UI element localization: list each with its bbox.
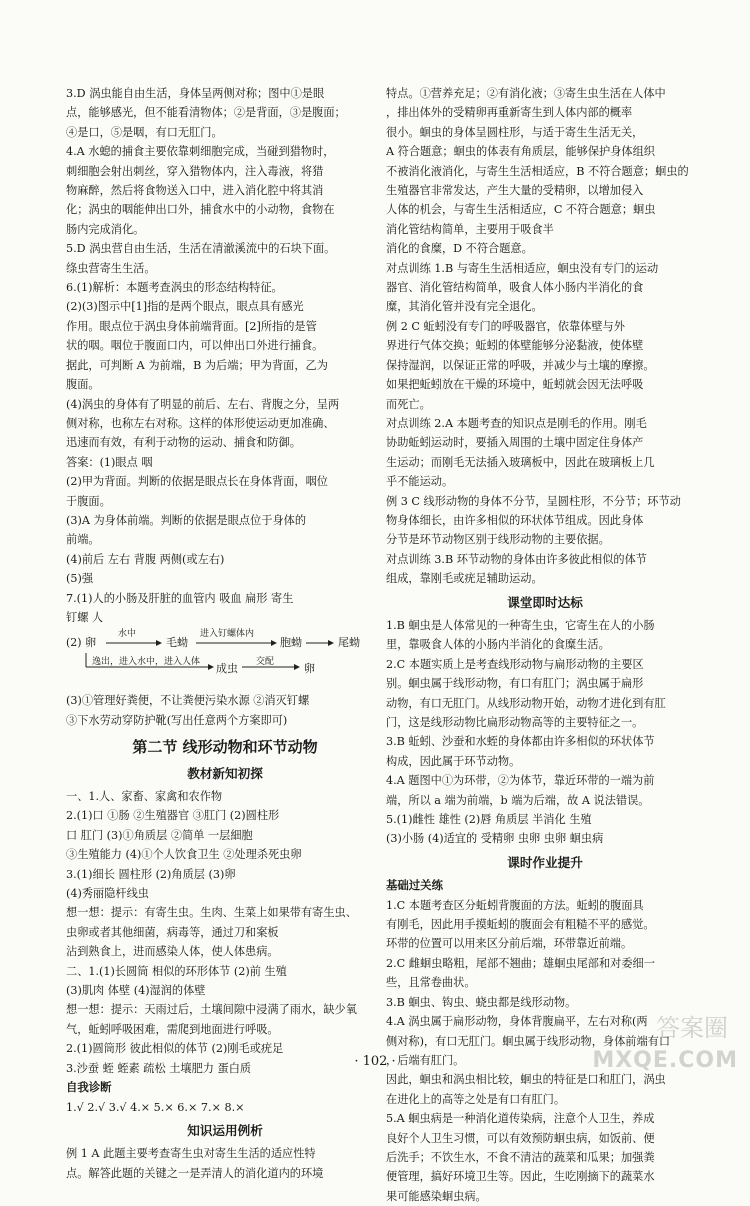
diagram-escape: 逸出，进入水中，进入人体 bbox=[92, 657, 201, 668]
text-line: 口 肛门 (3)①角质层 ②简单 一层細胞 bbox=[66, 828, 253, 842]
subsection-homework: 课时作业提升 bbox=[507, 854, 583, 870]
diagram-cercaria: 尾蚴 bbox=[338, 636, 360, 650]
text-line: 2.C 本题实质上是考查线形动物与扁形动物的主要区 bbox=[386, 657, 644, 671]
text-line: 端，所以 a 端为前端，b 端为后端，故 A 说法错误。 bbox=[386, 793, 650, 807]
text-line: 动物，有口无肛门。从线形动物开始，动物才进化到有肛 bbox=[386, 696, 666, 710]
text-line: (3)①管理好粪便，不让粪便污染水源 ②消灭钉螺 bbox=[66, 694, 310, 708]
text-line: 于腹面。 bbox=[66, 494, 111, 508]
text-line: 3.D 涡虫能自由生活，身体呈两侧对称；图中①是眼 bbox=[66, 87, 325, 100]
left-answers-block bbox=[66, 84, 384, 627]
text-line: 因此，蛔虫和涡虫相比较，蛔虫的特征是口和肛门，涡虫 bbox=[386, 1073, 666, 1087]
section-title: 第二节 线形动物和环节动物 bbox=[132, 738, 318, 757]
text-line: ③下水劳动穿防护靴(写出任意两个方案即可) bbox=[66, 713, 288, 727]
text-line: 对点训练 1.B 与寄生生活相适应，蛔虫没有专门的运动 bbox=[386, 261, 659, 275]
text-line: 器官、消化管结构简单，吸食人体小肠内半消化的食 bbox=[386, 281, 644, 295]
diagram-adult: 成虫 bbox=[216, 662, 238, 676]
text-line: 刺细胞会射出刺丝，穿入猎物体内，注入毒液，将猎 bbox=[66, 164, 324, 178]
text-line: 4.A 水螅的捕食主要依靠刺细胞完成，当碰到猎物时， bbox=[66, 145, 335, 159]
text-line: (3)肌肉 体壁 (4)湿润的体壁 bbox=[66, 984, 206, 998]
text-line: 前端。 bbox=[66, 533, 100, 547]
text-line: 点。解答此题的关键之一是弄清人的消化道内的环境 bbox=[66, 1166, 324, 1180]
text-line: (2)甲为背面。判断的依据是眼点长在身体背面，咽位 bbox=[66, 475, 328, 489]
diagram-egg: (2) 卵 bbox=[66, 636, 97, 650]
left-column bbox=[66, 84, 384, 1183]
text-line: 据此，可判断 A 为前端，B 为后端；甲为背面，乙为 bbox=[66, 358, 328, 372]
text-line: 生殖器官非常发达，产生大量的受精卵，以增加侵入 bbox=[386, 184, 644, 198]
text-line: 后洗手；不饮生水，不食不清洁的蔬菜和瓜果；加强粪 bbox=[386, 1150, 655, 1164]
text-line: 3.沙蚕 蛭 蛭素 疏松 土壤肥力 蛋白质 bbox=[66, 1061, 252, 1075]
text-line: 腹面。 bbox=[66, 378, 100, 392]
text-line: 2.(1)圆筒形 彼此相似的体节 (2)刚毛或疣足 bbox=[66, 1042, 284, 1056]
text-line: 些，且常卷曲状。 bbox=[386, 976, 476, 990]
text-line: (2)(3)图示中[1]指的是两个眼点，眼点具有感光 bbox=[66, 300, 304, 314]
text-line: 保持湿润，以保证正常的呼吸，并减少与土壤的摩擦。 bbox=[386, 358, 655, 372]
text-line: 消化管结构简单，主要用于吸食半 bbox=[386, 222, 554, 236]
class-answers bbox=[386, 616, 704, 849]
text-line: 糜，其消化管并没有完全退化。 bbox=[386, 300, 543, 314]
text-line: 特点。①营养充足；②有消化液；③寄生虫生活在人体中 bbox=[386, 87, 666, 100]
text-line: 点，能够感光，但不能看清物体；②是背面，③是腹面； bbox=[66, 106, 346, 120]
text-line: 2.(1)口 ①肠 ②生殖器官 ③肛门 (2)圆柱形 bbox=[66, 809, 280, 823]
text-line: 气，蚯蚓呼吸困难，需爬到地面进行呼吸。 bbox=[66, 1022, 279, 1036]
subsection-textbook: 教材新知初探 bbox=[187, 765, 263, 781]
text-line: 5.(1)雌性 雄性 (2)唇 角质层 半消化 生殖 bbox=[386, 813, 592, 827]
text-line: 环带的位置可以用来区分前后端，环带靠近前端。 bbox=[386, 937, 633, 951]
basic-practice-title: 基础过关练 bbox=[386, 878, 443, 893]
text-line: 别。蛔虫属于线形动物，有口有肛门；涡虫属于扁形 bbox=[386, 677, 644, 691]
text-line: 二、1.(1)长圆筒 相似的环形体节 (2)前 生殖 bbox=[66, 964, 287, 978]
text-line: 良好个人卫生习惯，可以有效预防蛔虫病，如饭前、便 bbox=[386, 1131, 655, 1145]
text-line: 侧对称，也称左右对称。这样的体形使运动更加准确、 bbox=[66, 416, 335, 430]
text-line: 如果把蚯蚓放在干燥的环境中，蚯蚓就会因无法呼吸 bbox=[386, 378, 644, 392]
page-number: · 102 · bbox=[354, 1054, 396, 1069]
self-diagnosis-answers: 1.√ 2.√ 3.√ 4.× 5.× 6.× 7.× 8.× bbox=[66, 1100, 245, 1114]
text-line: 便管理，搞好环境卫生等。因此，生吃刚摘下的蔬菜水 bbox=[386, 1170, 655, 1184]
text-line: 7.(1)人的小肠及肝脏的血管内 吸血 扁形 寄生 bbox=[66, 591, 294, 605]
text-line: 1.B 蛔虫是人体常见的一种寄生虫，它寄生在人的小肠 bbox=[386, 618, 655, 632]
text-line: 6.(1)解析：本题考查涡虫的形态结构特征。 bbox=[66, 281, 283, 295]
text-line: ，后端有肛门。 bbox=[386, 1053, 465, 1067]
text-line: 门，这是线形动物比扁形动物高等的主要特征之一。 bbox=[386, 716, 644, 729]
text-line: 里，靠吸食人体的小肠内半消化的食糜生活。 bbox=[386, 638, 610, 652]
text-line: 绦虫营寄生生活。 bbox=[66, 261, 156, 275]
text-line: 虫卵或者其他细菌，病毒等，通过刀和案板 bbox=[66, 925, 279, 939]
right-answers-block bbox=[386, 84, 704, 589]
text-line: 例 1 A 此题主要考查寄生虫对寄生生活的适应性特 bbox=[66, 1147, 316, 1161]
text-line: 组成，靠刚毛或疣足辅助运动。 bbox=[386, 572, 543, 586]
text-line: ④是口，⑤是咽，有口无肛门。 bbox=[66, 125, 223, 139]
self-diagnosis-title: 自我诊断 bbox=[66, 1080, 112, 1095]
text-line: 而死亡。 bbox=[386, 397, 431, 411]
text-line: 沾到熟食上，进而感染人体，使人体患病。 bbox=[66, 945, 279, 959]
text-line: 肠内完成消化。 bbox=[66, 222, 145, 236]
subsection-examples: 知识运用例析 bbox=[187, 1122, 263, 1138]
text-line: (4)涡虫的身体有了明显的前后、左右、背腹之分，呈两 bbox=[66, 397, 340, 411]
text-line: 物麻醉，然后将食物送入口中，进入消化腔中将其消 bbox=[66, 184, 324, 198]
text-line: ，排出体外的受精卵再重新寄生到人体内部的概率 bbox=[386, 106, 633, 120]
text-line: ③生殖能力 (4)①个人饮食卫生 ②处理杀死虫卵 bbox=[66, 848, 302, 862]
text-line: 乎不能运动。 bbox=[386, 475, 454, 489]
text-line: 构成，因此属于环节动物。 bbox=[386, 754, 521, 768]
text-line: 例 3 C 线形动物的身体不分节，呈圆柱形，不分节；环节动 bbox=[386, 494, 681, 508]
text-line: 协助蚯蚓运动时，要插入周围的土壤中固定住身体产 bbox=[386, 436, 644, 450]
text-line: A 符合题意；蛔虫的体表有角质层，能够保护身体组织 bbox=[386, 145, 655, 159]
text-line: 一、1.人、家畜、家禽和农作物 bbox=[66, 790, 223, 803]
text-line: 想一想：提示：有寄生虫。生肉、生菜上如果带有寄生虫、 bbox=[66, 906, 357, 920]
text-line: 1.C 本题考查区分蚯蚓背腹面的方法。蚯蚓的腹面具 bbox=[386, 898, 644, 912]
diagram-egg2: 卵 bbox=[304, 662, 315, 676]
text-line: 分节是环节动物区别于线形动物的主要依据。 bbox=[386, 533, 610, 547]
text-line: 状的咽。咽位于腹面口内，可以伸出口外进行捕食。 bbox=[66, 339, 324, 353]
diagram-sporocyst: 胞蚴 bbox=[280, 636, 302, 650]
watermark-logo: 答案圈 bbox=[656, 1014, 728, 1042]
text-line: 3.B 蛔虫、钩虫、蛲虫都是线形动物。 bbox=[386, 995, 577, 1009]
text-line: 人体的机会，与寄生生活相适应，C 不符合题意；蛔虫 bbox=[386, 203, 656, 217]
text-line: 想一想：提示：天雨过后，土壤间隙中浸满了雨水，缺少氧 bbox=[66, 1003, 357, 1017]
text-line: 作用。眼点位于涡虫身体前端背面。[2]所指的是管 bbox=[66, 319, 317, 333]
text-line: 例 2 C 蚯蚓没有专门的呼吸器官，依靠体壁与外 bbox=[386, 319, 625, 333]
text-line: 钉螺 人 bbox=[66, 610, 104, 624]
text-line: 3.B 蚯蚓、沙蚕和水蛭的身体都由许多相似的环状体节 bbox=[386, 735, 655, 749]
text-line: 5.A 蛔虫病是一种消化道传染病，注意个人卫生，养成 bbox=[386, 1112, 655, 1126]
diagram-into-snail: 进入钉螺体内 bbox=[200, 629, 255, 640]
text-line: 有刚毛，因此用手摸蚯蚓的腹面会有粗糙不平的感觉。 bbox=[386, 918, 655, 932]
text-line: 果可能感染蛔虫病。 bbox=[386, 1189, 487, 1203]
text-line: 对点训练 3.B 环节动物的身体由许多彼此相似的体节 bbox=[386, 552, 647, 566]
text-line: (3)小肠 (4)适宜的 受精卵 虫卵 虫卵 蛔虫病 bbox=[386, 832, 604, 846]
text-line: 很小。蛔虫的身体呈圆柱形，与适于寄生生活无关， bbox=[386, 125, 644, 139]
text-line: (4)秀丽隐杆线虫 bbox=[66, 887, 149, 901]
text-line: 化；涡虫的咽能伸出口外，捕食水中的小动物，食物在 bbox=[66, 203, 335, 217]
text-line: (3)A 为身体前端。判断的依据是眼点位于身体的 bbox=[66, 513, 307, 527]
diagram-water: 水中 bbox=[118, 629, 137, 640]
text-line: 界进行气体交换；蚯蚓的体壁能够分泌黏液，使体壁 bbox=[386, 339, 644, 353]
text-line: 物身体细长，由许多相似的环状体节组成。因此身体 bbox=[386, 513, 644, 527]
text-line: 在进化上的高等之处是有口有肛门。 bbox=[386, 1092, 566, 1106]
text-line: 4.A 涡虫属于扁形动物，身体背腹扁平，左右对称(两 bbox=[386, 1015, 648, 1029]
diagram-mating: 交配 bbox=[256, 657, 275, 668]
text-line: (4)前后 左右 背腹 两侧(或左右) bbox=[66, 552, 225, 566]
text-line: 答案：(1)眼点 咽 bbox=[66, 455, 153, 469]
text-line: 不被消化液消化，与寄生生活相适应，B 不符合题意；蛔虫的 bbox=[386, 164, 689, 178]
textbook-answers bbox=[66, 787, 384, 1078]
left-plan-block bbox=[66, 691, 384, 730]
text-line: 生运动；而刚毛无法插入玻璃板中，因此在玻璃板上几 bbox=[386, 455, 655, 469]
text-line: 对点训练 2.A 本题考查的知识点是刚毛的作用。刚毛 bbox=[386, 416, 647, 430]
text-line: 5.D 涡虫营自由生活，生活在清澈溪流中的石块下面。 bbox=[66, 242, 336, 256]
text-line: (5)强 bbox=[66, 572, 94, 586]
text-line: 4.A 题图中①为环带，②为体节，靠近环带的一端为前 bbox=[386, 774, 655, 788]
life-cycle-diagram bbox=[66, 629, 384, 689]
example-block bbox=[66, 1144, 384, 1183]
diagram-miracidium: 毛蚴 bbox=[166, 636, 188, 650]
text-line: 消化的食糜，D 不符合题意。 bbox=[386, 242, 533, 256]
subsection-class: 课堂即时达标 bbox=[507, 594, 583, 610]
watermark: MXQE.COM bbox=[592, 1048, 738, 1073]
text-line: 迅速而有效，有利于动物的运动、捕食和防御。 bbox=[66, 436, 301, 450]
text-line: 2.C 雌蛔虫略粗，尾部不翘曲；雄蛔虫尾部和对委细一 bbox=[386, 956, 655, 970]
text-line: 3.(1)细长 圆柱形 (2)角质层 (3)卵 bbox=[66, 867, 236, 881]
text-line: 侧对称)，有口无肛门。蛔虫属于线形动物，身体前端有口 bbox=[386, 1034, 671, 1048]
